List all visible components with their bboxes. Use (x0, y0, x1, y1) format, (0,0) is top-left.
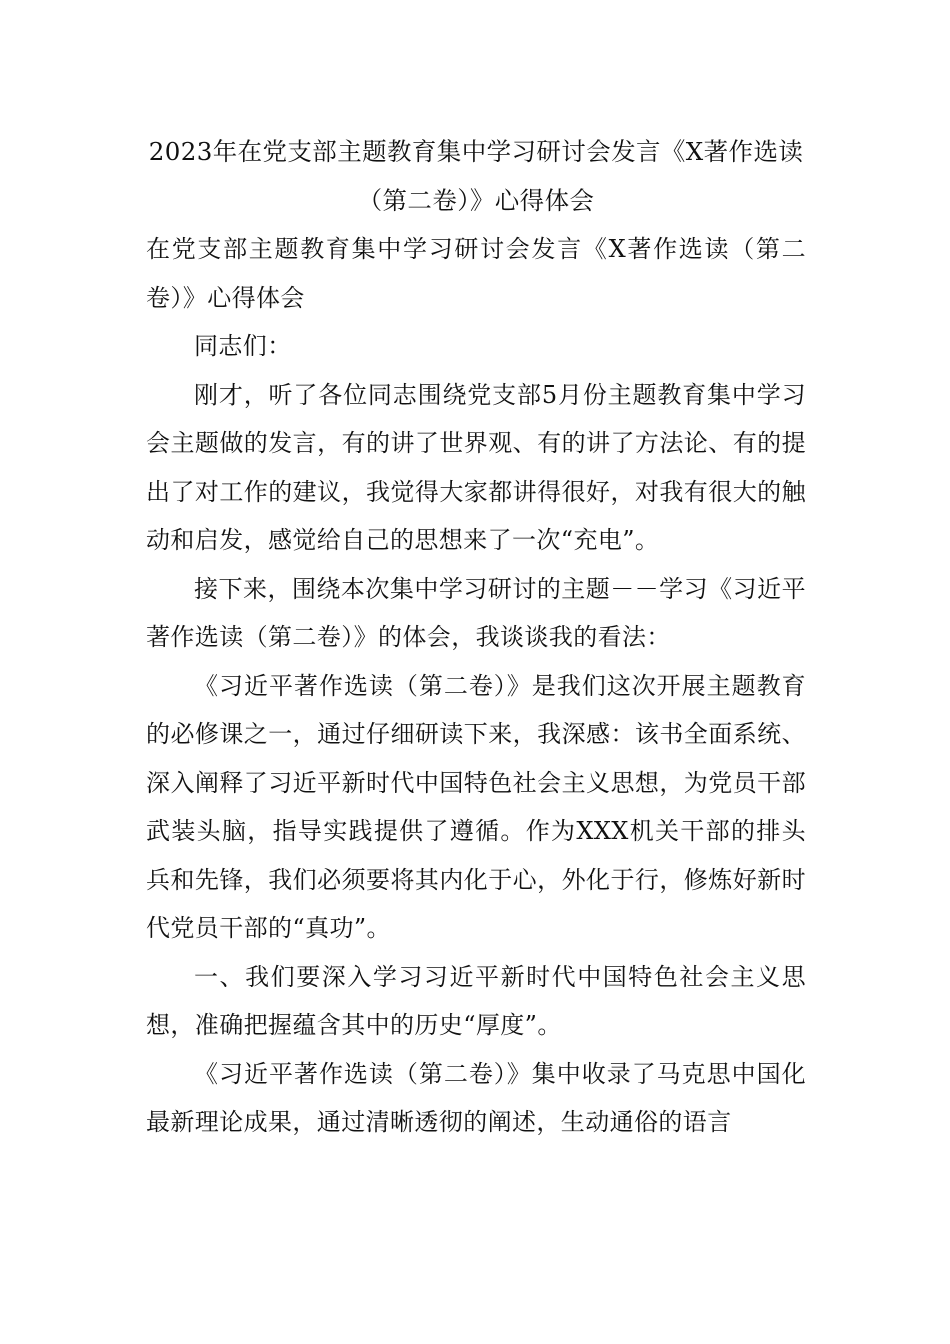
document-subtitle: 在党支部主题教育集中学习研讨会发言《X著作选读（第二卷）》心得体会 (146, 235, 806, 312)
paragraph-3: 《习近平著作选读（第二卷）》是我们这次开展主题教育的必修课之一，通过仔细研读下来，我深感：该书全面系统、深入阐释了习近平新时代中国特色社会主义思想，为党员干部武装头脑，指导实践提供了遵循。作为XXX机关干部的排头兵和先锋，我们必须要将其内化于心，外化于行，修炼好新时代党员干部的“真功”。 (146, 671, 806, 942)
paragraph-4: 《习近平著作选读（第二卷）》集中收录了马克思中国化最新理论成果，通过清晰透彻的阐述，生动通俗的语言 (146, 1059, 806, 1136)
section-heading-1: 一、我们要深入学习习近平新时代中国特色社会主义思想，准确把握蕴含其中的历史“厚度”。 (146, 962, 806, 1039)
greeting: 同志们： (194, 332, 292, 360)
document-title: 2023年在党支部主题教育集中学习研讨会发言《X著作选读（第二卷）》心得体会 (148, 137, 804, 215)
document-body (146, 128, 806, 1147)
paragraph-1: 刚才，听了各位同志围绕党支部5月份主题教育集中学习会主题做的发言，有的讲了世界观、有的讲了方法论、有的提出了对工作的建议，我觉得大家都讲得很好，对我有很大的触动和启发，感觉给自己的思想来了一次“充电”。 (146, 380, 806, 554)
paragraph-2: 接下来，围绕本次集中学习研讨的主题－－学习《习近平著作选读（第二卷）》的体会，我谈谈我的看法： (146, 574, 806, 651)
